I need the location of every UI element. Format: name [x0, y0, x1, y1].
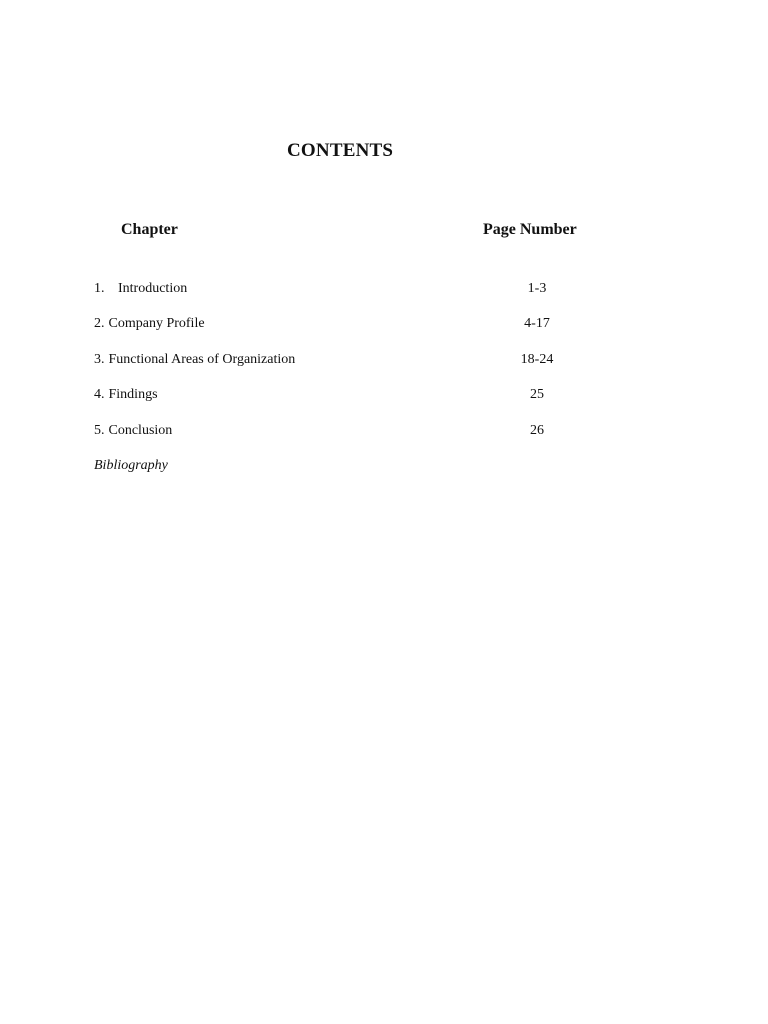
toc-entry-pages: 1-3: [527, 281, 547, 296]
toc-entry-label: [94, 316, 205, 332]
toc-entry-title: Functional Areas of Organization: [108, 352, 296, 367]
toc-entry-label: [94, 281, 187, 297]
toc-entry-title: Introduction: [118, 281, 188, 296]
toc-entry-label: [94, 352, 295, 368]
toc-entry-title: Findings: [108, 387, 158, 402]
toc-entry-pages: 26: [530, 423, 544, 438]
page-title: CONTENTS: [287, 140, 394, 161]
toc-entry-number: 3.: [94, 352, 105, 367]
toc-entry-pages: 25: [530, 387, 544, 402]
toc-row-introduction: [0, 281, 768, 301]
page-number-column-header: Page Number: [483, 221, 577, 238]
toc-entry-label: [94, 387, 158, 403]
toc-row-conclusion: [0, 423, 768, 443]
toc-entry-number: 1.: [94, 281, 105, 296]
toc-row-company-profile: [0, 316, 768, 336]
toc-entry-number: 4.: [94, 387, 105, 402]
chapter-column-header: Chapter: [121, 221, 178, 238]
toc-row-functional-areas: [0, 352, 768, 372]
toc-entry-pages: 4-17: [524, 316, 550, 331]
toc-entry-number: 5.: [94, 423, 105, 438]
toc-entry-title: Conclusion: [108, 423, 173, 438]
toc-entry-label: [94, 423, 172, 439]
toc-entry-number: 2.: [94, 316, 105, 331]
toc-entry-title: Company Profile: [108, 316, 205, 331]
bibliography-entry: Bibliography: [94, 458, 168, 473]
toc-row-findings: [0, 387, 768, 407]
toc-entry-pages: 18-24: [520, 352, 554, 367]
